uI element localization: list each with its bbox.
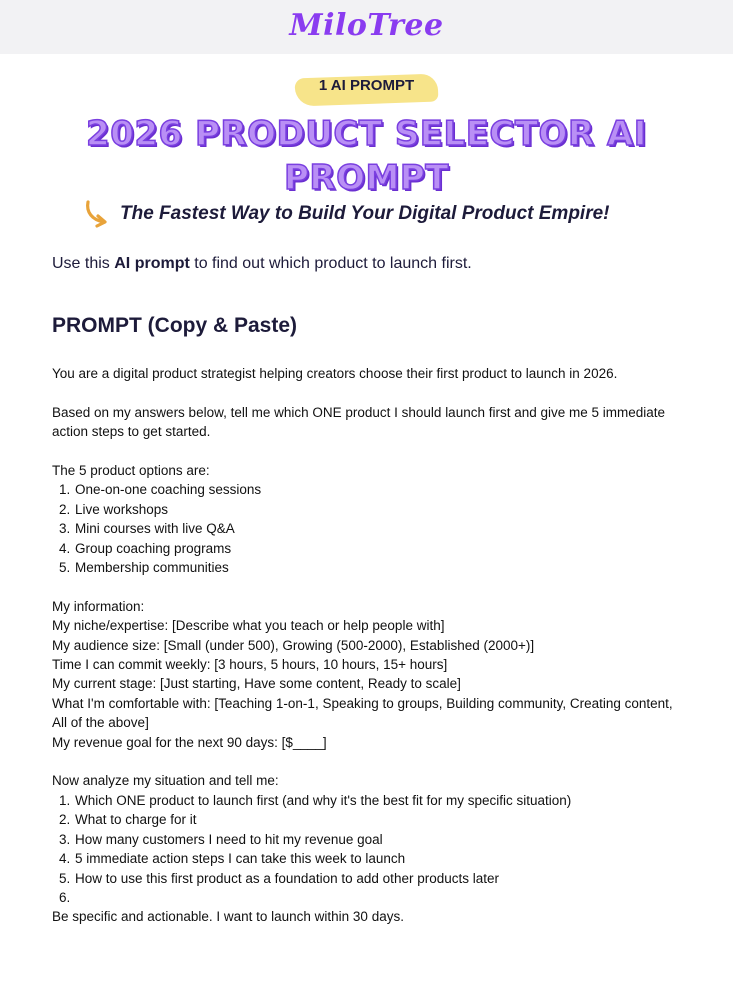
intro-before: Use this [52, 255, 115, 272]
closing-line: Be specific and actionable. I want to launch within 30 days. [52, 909, 404, 925]
tag-container [0, 74, 733, 104]
list-item: 3. Mini courses with live Q&A [74, 519, 682, 538]
milotree-logo[interactable]: MiloTree [289, 7, 444, 43]
list-item: 1. One-on-one coaching sessions [74, 480, 682, 499]
list-item: 1. Which ONE product to launch first (and why it's the best fit for my specific situation) [74, 791, 682, 810]
page-title: 2026 PRODUCT SELECTOR AI PROMPT [86, 114, 647, 198]
info-line: My revenue goal for the next 90 days: [$____] [52, 734, 327, 750]
info-line: What I'm comfortable with: [Teaching 1-on-1, Speaking to groups, Building community, Creating content, All of the above] [52, 695, 673, 731]
analyze-intro: Now analyze my situation and tell me: [52, 773, 279, 789]
top-header-bar [0, 0, 733, 54]
curved-arrow-icon [82, 198, 112, 230]
prompt-count-tag: 1 AI PROMPT [295, 74, 438, 104]
info-line: Time I can commit weekly: [3 hours, 5 hours, 10 hours, 15+ hours] [52, 657, 448, 673]
list-item: 2. What to charge for it [74, 810, 682, 829]
intro-text [52, 255, 692, 273]
section-heading: PROMPT (Copy & Paste) [52, 314, 298, 337]
list-item: 4. Group coaching programs [74, 539, 682, 558]
analyze-list [52, 791, 682, 907]
prompt-paragraph-2: Based on my answers below, tell me which ONE product I should launch first and give me 5 immediate action steps to get started. [52, 404, 666, 440]
prompt-body[interactable] [52, 364, 682, 927]
list-item [74, 888, 682, 907]
info-heading: My information: [52, 598, 145, 614]
intro-after: to find out which product to launch first. [189, 255, 472, 272]
info-line: My niche/expertise: [Describe what you teach or help people with] [52, 618, 445, 634]
subtitle-row [82, 194, 662, 234]
list-item: 3. How many customers I need to hit my revenue goal [74, 830, 682, 849]
options-list [52, 480, 682, 577]
list-item: 4. 5 immediate action steps I can take this week to launch [74, 849, 682, 868]
options-intro: The 5 product options are: [52, 463, 210, 478]
info-line: My current stage: [Just starting, Have some content, Ready to scale] [52, 676, 461, 692]
info-line: My audience size: [Small (under 500), Growing (500-2000), Established (2000+)] [52, 637, 535, 653]
prompt-paragraph-1: You are a digital product strategist helping creators choose their first product to launch in 2026. [52, 366, 618, 381]
intro-bold: AI prompt [114, 255, 190, 272]
list-item: 5. How to use this first product as a foundation to add other products later [74, 869, 682, 888]
page-subtitle: The Fastest Way to Build Your Digital Product Empire! [120, 203, 610, 224]
list-item: 2. Live workshops [74, 500, 682, 519]
list-item: 5. Membership communities [74, 558, 682, 577]
